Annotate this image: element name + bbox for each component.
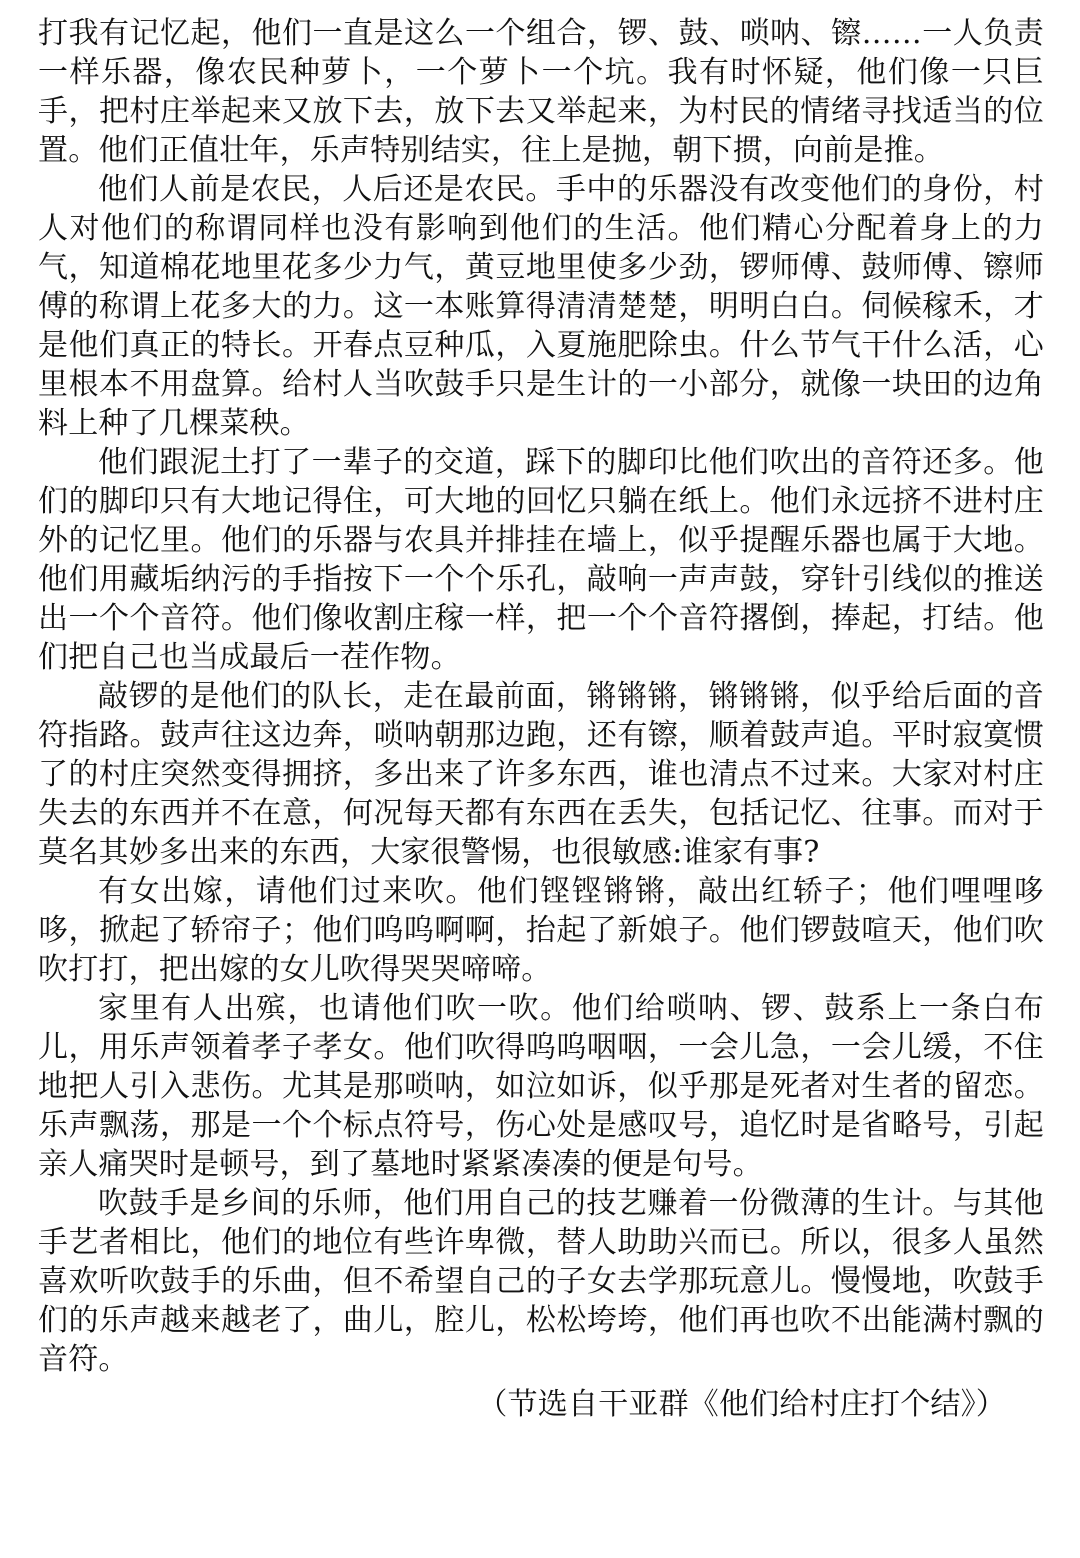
source-citation: （节选自干亚群《他们给村庄打个结》） xyxy=(477,1387,1006,1422)
paragraph-3: 他们跟泥土打了一辈子的交道，踩下的脚印比他们吹出的音符还多。他们的脚印只有大地记得住，可大地的回忆只躺在纸上。他们永远挤不进村庄外的记忆里。他们的乐器与农具并排挂在墙上，似乎提醒乐器也属于大地。他们用藏垢纳污的手指按下一个个乐孔，敲响一声声鼓，穿针引线似的推送出一个个音符。他们像收割庄稼一样，把一个个音符撂倒，捧起，打结。他们把自己也当成最后一茬作物。 xyxy=(38,445,1044,675)
paragraph-6: 家里有人出殡，也请他们吹一吹。他们给唢呐、锣、鼓系上一条白布儿，用乐声领着孝子孝女。他们吹得呜呜咽咽，一会儿急，一会儿缓，不住地把人引入悲伤。尤其是那唢呐，如泣如诉，似乎那是死者对生者的留恋。乐声飘荡，那是一个个标点符号，伤心处是感叹号，追忆时是省略号，引起亲人痛哭时是顿号，到了墓地时紧紧凑凑的便是句号。 xyxy=(38,991,1044,1182)
paragraph-7: 吹鼓手是乡间的乐师，他们用自己的技艺赚着一份微薄的生计。与其他手艺者相比，他们的地位有些许卑微，替人助助兴而已。所以，很多人虽然喜欢听吹鼓手的乐曲，但不希望自己的子女去学那玩意儿。慢慢地，吹鼓手们的乐声越来越老了，曲儿，腔儿，松松垮垮，他们再也吹不出能满村飘的音符。 xyxy=(38,1186,1044,1377)
article-body xyxy=(38,14,1044,1424)
paragraph-1: 打我有记忆起，他们一直是这么一个组合，锣、鼓、唢呐、镲……一人负责一样乐器，像农民种萝卜，一个萝卜一个坑。我有时怀疑，他们像一只巨手，把村庄举起来又放下去，放下去又举起来，为村民的情绪寻找适当的位置。他们正值壮年，乐声特别结实，往上是抛，朝下掼，向前是推。 xyxy=(38,16,1044,168)
paragraph-2: 他们人前是农民，人后还是农民。手中的乐器没有改变他们的身份，村人对他们的称谓同样也没有影响到他们的生活。他们精心分配着身上的力气，知道棉花地里花多少力气，黄豆地里使多少劲，锣师傅、鼓师傅、镲师傅的称谓上花多大的力。这一本账算得清清楚楚，明明白白。伺候稼禾，才是他们真正的特长。开春点豆种瓜，入夏施肥除虫。什么节气干什么活，心里根本不用盘算。给村人当吹鼓手只是生计的一小部分，就像一块田的边角料上种了几棵菜秧。 xyxy=(38,172,1044,441)
paragraph-5: 有女出嫁，请他们过来吹。他们铿铿锵锵，敲出红轿子；他们哩哩哆哆，掀起了轿帘子；他们呜呜啊啊，抬起了新娘子。他们锣鼓喧天，他们吹吹打打，把出嫁的女儿吹得哭哭啼啼。 xyxy=(38,874,1044,987)
paragraph-4: 敲锣的是他们的队长，走在最前面，锵锵锵，锵锵锵，似乎给后面的音符指路。鼓声往这边奔，唢呐朝那边跑，还有镲，顺着鼓声追。平时寂寞惯了的村庄突然变得拥挤，多出来了许多东西，谁也清点不过来。大家对村庄失去的东西并不在意，何况每天都有东西在丢失，包括记忆、往事。而对于莫名其妙多出来的东西，大家很警惕，也很敏感:谁家有事? xyxy=(38,679,1044,870)
